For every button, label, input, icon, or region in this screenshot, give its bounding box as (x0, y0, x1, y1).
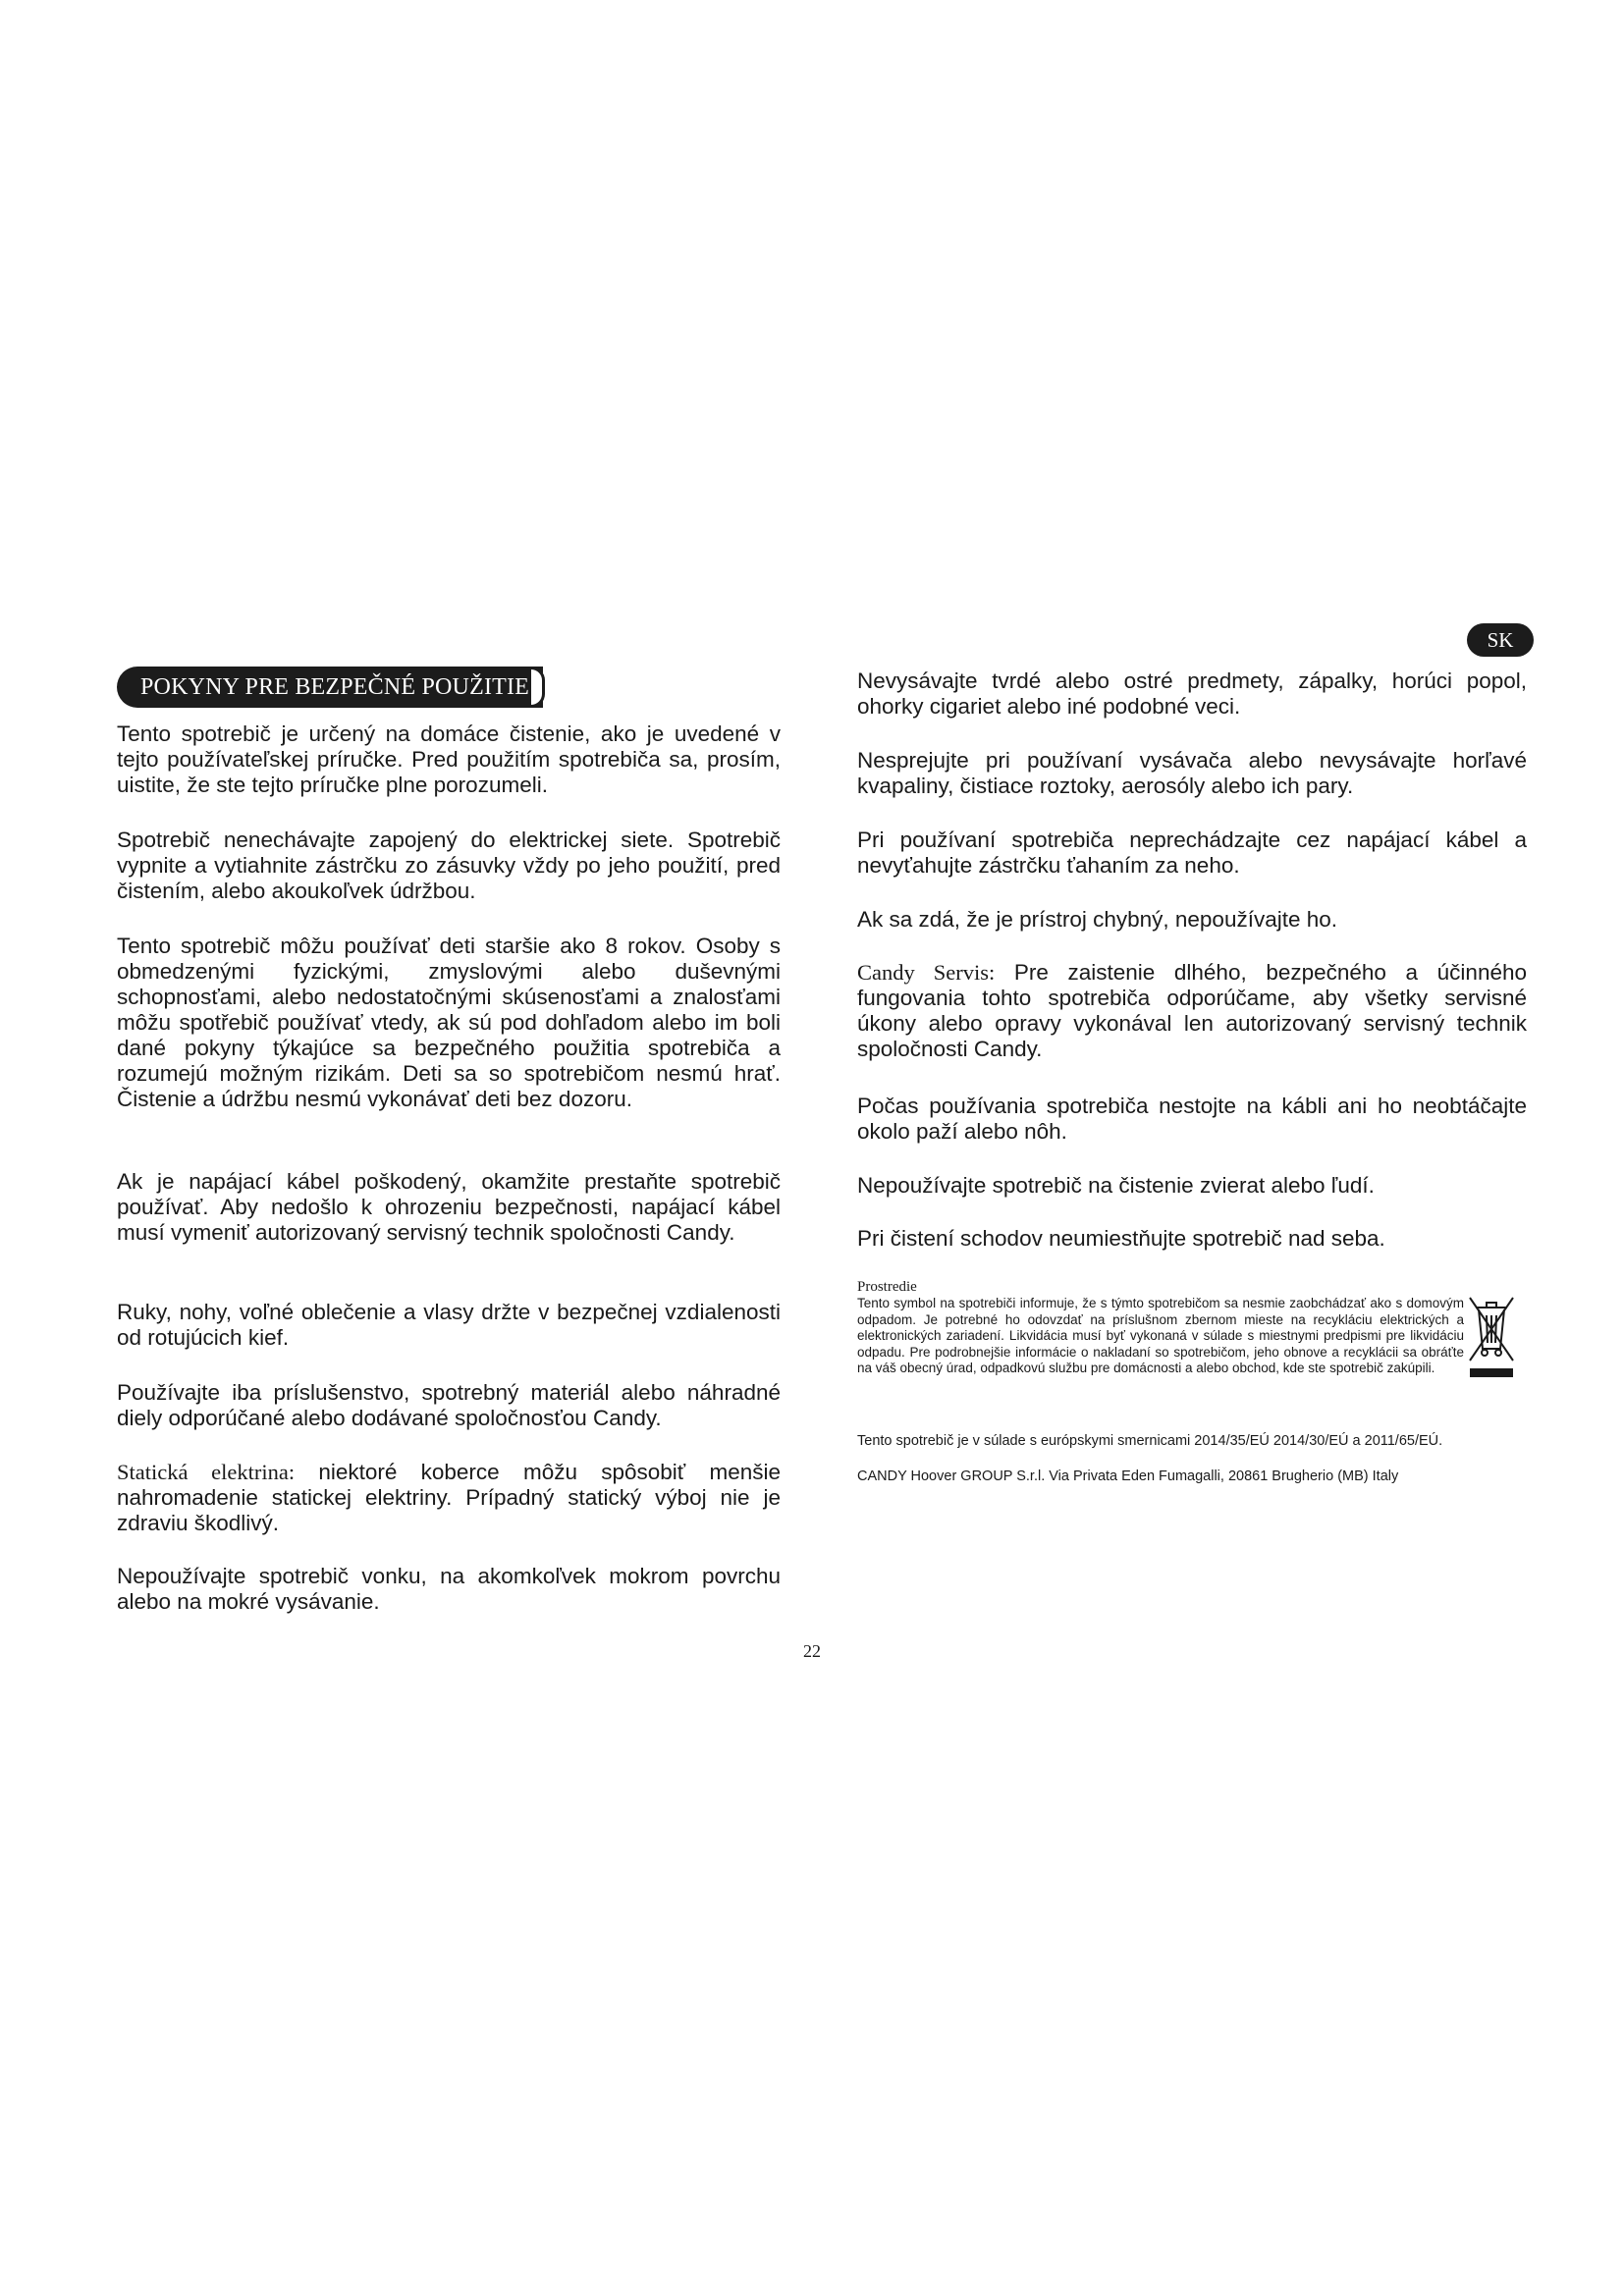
safety-paragraph-service (857, 960, 1527, 1062)
page-number: 22 (803, 1641, 821, 1661)
weee-crossed-bin-icon (1466, 1294, 1517, 1384)
safety-paragraph-11: Pri používaní spotrebiča neprechádzajte cez napájací kábel a nevyťahujte zástrčku ťahaním za neho. (857, 828, 1527, 878)
language-badge: SK (1467, 623, 1534, 657)
safety-paragraph-15: Nepoužívajte spotrebič na čistenie zvierat alebo ľudí. (857, 1173, 1375, 1198)
section-title: POKYNY PRE BEZPEČNÉ POUŽITIE (117, 667, 543, 708)
safety-paragraph-4: Ak je napájací kábel poškodený, okamžite prestaňte spotrebič používať. Aby nedošlo k ohrozeniu bezpečnosti, napájací kábel musí vymeniť autorizovaný servisný technik spoločnosti Candy. (117, 1169, 781, 1245)
static-text: niektoré koberce môžu spôsobiť menšie nahromadenie statickej elektriny. Prípadný statický výboj nie je zdraviu škodlivý. (117, 1460, 782, 1535)
safety-paragraph-12: Ak sa zdá, že je prístroj chybný, nepoužívajte ho. (857, 907, 1338, 932)
static-lead: Statická elektrina: (117, 1460, 296, 1484)
safety-paragraph-static (117, 1460, 781, 1536)
environment-title: Prostredie (857, 1279, 917, 1295)
safety-paragraph-9: Nevysávajte tvrdé alebo ostré predmety, zápalky, horúci popol, ohorky cigariet alebo iné podobné veci. (857, 668, 1527, 719)
safety-paragraph-16: Pri čistení schodov neumiestňujte spotrebič nad seba. (857, 1226, 1385, 1251)
company-address: CANDY Hoover GROUP S.r.l. Via Privata Eden Fumagalli, 20861 Brugherio (MB) Italy (857, 1468, 1399, 1484)
safety-paragraph-3: Tento spotrebič môžu používať deti staršie ako 8 rokov. Osoby s obmedzenými fyzickými, zmyslovými alebo duševnými schopnosťami, alebo nedostatočnými skúsenosťami a znalosťami môžu spotřebič používať vtedy, ak sú pod dohľadom alebo im boli dané pokyny týkajúce sa bezpečného použitia spotrebiča a rozumejú možným rizikám. Deti sa so spotrebičom nesmú hrať. Čistenie a údržbu nesmú vykonávať deti bez dozoru. (117, 934, 781, 1111)
safety-paragraph-2: Spotrebič nenechávajte zapojený do elektrickej siete. Spotrebič vypnite a vytiahnite zástrčku zo zásuvky vždy po jeho použití, pred čistením, alebo akoukoľvek údržbou. (117, 828, 781, 903)
safety-paragraph-10: Nesprejujte pri používaní vysávača alebo nevysávajte horľavé kvapaliny, čistiace roztoky, aerosóly alebo ich pary. (857, 748, 1527, 798)
compliance-text: Tento spotrebič je v súlade s európskymi smernicami 2014/35/EÚ 2014/30/EÚ a 2011/65/EÚ. (857, 1433, 1443, 1449)
safety-paragraph-1: Tento spotrebič je určený na domáce čistenie, ako je uvedené v tejto používateľskej príručke. Pred použitím spotrebiča sa, prosím, uistite, že ste tejto príručke plne porozumeli. (117, 721, 781, 797)
safety-paragraph-8: Nepoužívajte spotrebič vonku, na akomkoľvek mokrom povrchu alebo na mokré vysávanie. (117, 1564, 781, 1614)
service-lead: Candy Servis: (857, 960, 996, 985)
safety-paragraph-6: Používajte iba príslušenstvo, spotrebný materiál alebo náhradné diely odporúčané alebo dodávané spoločnosťou Candy. (117, 1380, 781, 1430)
safety-paragraph-14: Počas používania spotrebiča nestojte na kábli ani ho neobtáčajte okolo paží alebo nôh. (857, 1094, 1527, 1144)
environment-text: Tento symbol na spotrebiči informuje, že s týmto spotrebičom sa nesmie zaobchádzať ako s domovým odpadom. Je potrebné ho odovzdať na príslušnom zbernom mieste na recykláciu elektrických a elektronických zariadení. Likvidácia musí byť vykonaná v súlade s miestnymi predpismi pre likvidáciu odpadu. Pre podrobnejšie informácie o nakladaní so spotrebičom, jeho obnove a recyklácii sa obráťte na váš obecný úrad, odpadkovú službu pre domácnosti a alebo obchod, kde ste spotrebič zakúpili. (857, 1296, 1464, 1375)
service-text: Pre zaistenie dlhého, bezpečného a účinného fungovania tohto spotrebiča odporúčame, aby všetky servisné úkony alebo opravy vykonával len autorizovaný servisný technik spoločnosti Candy. (857, 960, 1527, 1061)
safety-paragraph-5: Ruky, nohy, voľné oblečenie a vlasy držte v bezpečnej vzdialenosti od rotujúcich kief. (117, 1300, 781, 1350)
